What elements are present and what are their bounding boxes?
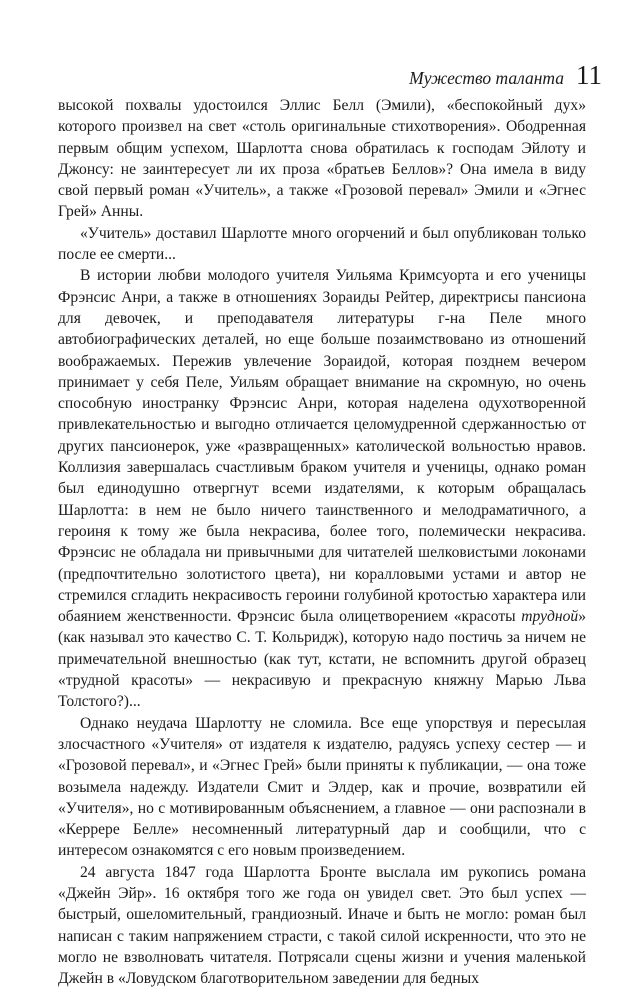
paragraph-4 [58,713,586,862]
paragraph-text: высокой похвалы удостоился Эллис Белл (Эмили), «беспокойный дух» которого произвел на свет «столь оригинальные стихотворения». Ободренная первым общим успехом, Шарлотта снова обратилась к господам Эйлоту и Джонсу: не заинтересует ли их проза «братьев Беллов»? Она имела в виду свой первый роман «Учитель», а также «Грозовой перевал» Эмили и «Эгнес Грей» Анны. [58,97,586,221]
italic-emphasis: трудной [521,608,579,626]
paragraph-text: » (как называл это качество С. Т. Кольридж), которую надо постичь за ничем не примечательной внешностью (как тут, кстати, не вспомнить другой образец «трудной красоты» — некрасивую и прекрасную княжну Марью Льва Толстого?)... [58,608,586,711]
paragraph-text: 24 августа 1847 года Шарлотта Бронте выслала им рукопись романа «Джейн Эйр». 16 октября того же года он увидел свет. Это был успех — быстрый, ошеломительный, грандиозный. Иначе и быть не могло: роман был написан с таким напряжением страсти, с такой силой искренности, что это не могло не взволновать читателя. Потрясали сцены жизни и учения маленькой Джейн в «Ловудском благотворительном заведении для бедных [58,863,586,988]
paragraph-1 [58,95,586,223]
page-number: 11 [576,60,602,90]
paragraph-3 [58,265,586,712]
paragraph-2 [58,223,586,266]
running-header [409,62,602,89]
paragraph-text: Однако неудача Шарлотту не сломила. Все еще упорствуя и пересылая злосчастного «Учителя» от издателя к издателю, радуясь успеху сестер — и «Грозовой перевал», и «Эгнес Грей» были приняты к публикации, — она тоже возымела надежду. Издатели Смит и Элдер, как и прочие, возвратили ей «Учителя», но с мотивированным объяснением, а главное — они распознали в «Керрере Белле» несомненный литературный дар и сообщили, что с интересом ознакомятся с его новым произведением. [58,714,586,860]
paragraph-text: В истории любви молодого учителя Уильяма Кримсуорта и его ученицы Фрэнсис Анри, а также в отношениях Зораиды Рейтер, директрисы пансиона для девочек, и преподавателя литературы г-на Пеле много автобиографических деталей, но еще больше позаимствовано из отношений воображаемых. Пережив увлечение Зораидой, которая позднем вечером принимает у себя Пеле, Уильям обращает внимание на скромную, но очень способную иностранку Фрэнсис Анри, которая наделена одухотворенной привлекательностью и выгодно отличается целомудренной сдержанностью от других пансионерок, уже «развращенных» католической вольностью нравов. Коллизия завершалась счастливым браком учителя и ученицы, однако роман был единодушно отвергнут всеми издателями, к которым обращалась Шарлотта: в нем не было ничего таинственного и мелодраматичного, а героиня к тому же была некрасива, более того, полемически некрасива. Фрэнсис не обладала ни привычными для читателей шелковистыми локонами (предпочтительно золотистого цвета), ни коралловыми устами и автор не стремился сгладить некрасивость героини голубиной кротостью характера или обаянием женственности. Фрэнсис была олицетворением «красоты [58,267,586,626]
paragraph-5 [58,862,586,990]
running-title: Мужество таланта [409,68,564,88]
body-text [58,95,586,989]
paragraph-text: «Учитель» доставил Шарлотте много огорчений и был опубликован только после ее смерти... [58,224,586,264]
